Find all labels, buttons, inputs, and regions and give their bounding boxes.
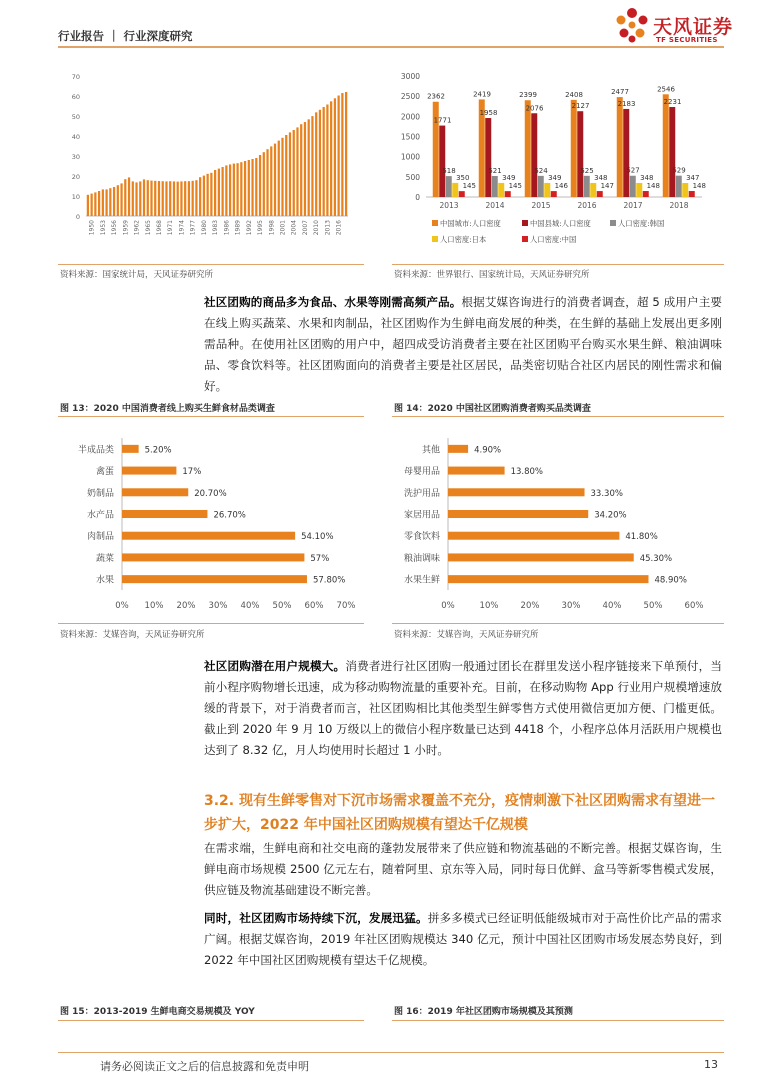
paragraph-1-lead: 社区团购的商品多为食品、水果等刚需高频产品。 — [204, 295, 462, 309]
y-tick-label: 10 — [71, 193, 80, 201]
bar — [682, 183, 688, 197]
source-mid-right: 资料来源：艾媒咨询，天风证券研究所 — [394, 630, 539, 640]
bar — [285, 135, 287, 216]
bar — [315, 112, 317, 216]
value-label: 13.80% — [510, 467, 544, 478]
x-tick-label: 2016 — [335, 220, 343, 236]
bar — [240, 162, 242, 216]
data-label: 349 — [502, 173, 516, 182]
data-label: 146 — [554, 182, 568, 191]
x-tick-label: 1971 — [167, 220, 175, 236]
category-label: 肉制品 — [86, 532, 114, 543]
source-mid-left: 资料来源：艾媒咨询，天风证券研究所 — [60, 630, 205, 640]
category-label: 水果 — [95, 575, 114, 586]
data-label: 2399 — [519, 91, 537, 100]
bar — [122, 532, 295, 540]
bar — [122, 575, 307, 583]
x-tick-label: 70% — [336, 601, 356, 611]
x-tick-label: 1995 — [257, 220, 265, 236]
bar — [293, 130, 295, 216]
bar — [229, 164, 231, 216]
value-label: 57.80% — [312, 575, 346, 586]
data-label: 348 — [640, 173, 654, 182]
bar — [308, 119, 310, 216]
legend-label: 人口密度:日本 — [440, 235, 487, 244]
x-tick-label: 50% — [272, 601, 292, 611]
figure-16-title: 图 16：2019 年社区团购市场规模及其预测 — [394, 1007, 573, 1017]
bar — [102, 189, 104, 216]
bar — [448, 532, 619, 540]
bar — [113, 187, 115, 216]
x-tick-label: 2013 — [324, 220, 332, 236]
x-tick-label: 1989 — [234, 220, 242, 236]
legend-label: 人口密度:韩国 — [618, 219, 665, 228]
x-tick-label: 1992 — [245, 220, 253, 236]
data-label: 2362 — [427, 92, 445, 101]
bar — [498, 183, 504, 197]
bar — [446, 176, 452, 197]
bar — [448, 575, 648, 583]
category-label: 水产品 — [86, 510, 114, 521]
x-tick-label: 0% — [441, 601, 455, 611]
data-label: 525 — [580, 166, 594, 175]
bar — [571, 100, 577, 197]
paragraph-3 — [204, 838, 722, 901]
bar — [255, 158, 257, 216]
header-divider — [58, 46, 724, 48]
bar — [87, 195, 89, 216]
y-tick-label: 0 — [415, 193, 420, 202]
bar — [319, 110, 321, 216]
x-tick-label: 1977 — [189, 220, 197, 236]
bar — [199, 177, 201, 216]
paragraph-1 — [204, 292, 722, 397]
bar — [221, 167, 223, 216]
x-tick-label: 2007 — [301, 220, 309, 236]
bar — [590, 183, 596, 197]
bar — [184, 181, 186, 216]
category-label: 水果生鲜 — [403, 575, 440, 586]
value-label: 4.90% — [474, 445, 502, 456]
source-divider — [392, 623, 724, 624]
bar — [143, 179, 145, 216]
paragraph-4-lead: 同时，社区团购市场持续下沉，发展迅猛。 — [204, 911, 428, 925]
bar — [98, 191, 100, 216]
paragraph-4-body: 拼多多模式已经证明低能级城市对于高性价比产品的需求广阔。根据艾媒咨询，2019 年社区团购规模达 340 亿元，预计中国社区团购市场发展态势良好，到 2022 年中国社区团购规模有望达千亿规模。 — [204, 911, 722, 967]
data-label: 350 — [456, 173, 470, 182]
x-tick-label: 1980 — [200, 220, 208, 236]
category-label: 家居用品 — [403, 510, 440, 521]
category-label: 其他 — [421, 445, 440, 456]
x-tick-label: 1956 — [111, 220, 119, 236]
data-label: 148 — [692, 182, 706, 191]
bar — [120, 183, 122, 216]
bar — [459, 191, 465, 197]
y-tick-label: 20 — [71, 173, 80, 181]
x-tick-label: 2004 — [290, 220, 298, 236]
bar — [304, 122, 306, 216]
bar — [676, 176, 682, 197]
x-tick-label: 40% — [602, 601, 622, 611]
x-tick-label: 20% — [176, 601, 196, 611]
x-tick-label: 1950 — [88, 220, 96, 236]
bar — [341, 93, 343, 216]
bar — [544, 183, 550, 197]
category-label: 母婴用品 — [403, 467, 440, 478]
bar — [225, 165, 227, 216]
y-tick-label: 60 — [71, 93, 80, 101]
bar — [448, 510, 588, 518]
figure-divider — [392, 1020, 724, 1021]
x-tick-label: 1998 — [268, 220, 276, 236]
legend-swatch — [432, 220, 438, 226]
bar — [150, 181, 152, 216]
bar — [177, 182, 179, 216]
bar — [577, 111, 583, 197]
data-label: 529 — [672, 166, 686, 175]
y-tick-label: 40 — [71, 133, 80, 141]
bar — [323, 107, 325, 216]
legend-swatch — [610, 220, 616, 226]
data-label: 2408 — [565, 90, 583, 99]
value-label: 48.90% — [654, 575, 687, 586]
figure-14-title: 图 14：2020 中国社区团购消费者购买品类调查 — [394, 404, 591, 414]
data-label: 148 — [646, 182, 660, 191]
section-3-2-title: 3.2. 现有生鲜零售对下沉市场需求覆盖不充分，疫情刺激下社区团购需求有望进一步扩大，2022 年中国社区团购规模有望达千亿规模 — [204, 793, 715, 833]
value-label: 33.30% — [590, 488, 623, 499]
bar — [109, 188, 111, 216]
bar — [248, 160, 250, 216]
x-tick-label: 2018 — [669, 201, 689, 210]
bar — [251, 159, 253, 216]
data-label: 1958 — [479, 109, 498, 118]
bar — [300, 124, 302, 216]
x-tick-label: 1983 — [212, 220, 220, 236]
x-tick-label: 1986 — [223, 220, 231, 236]
bar — [623, 109, 629, 197]
y-tick-label: 500 — [405, 172, 420, 182]
x-tick-label: 30% — [208, 601, 228, 611]
bar — [266, 149, 268, 216]
bar — [203, 176, 205, 216]
value-label: 57% — [310, 553, 330, 564]
bar — [531, 113, 537, 197]
source-divider — [58, 623, 364, 624]
bar — [122, 510, 207, 518]
value-label: 41.80% — [625, 532, 658, 543]
bar — [334, 98, 336, 216]
bar — [139, 181, 141, 216]
data-label: 2076 — [525, 104, 544, 113]
footer-divider — [58, 1052, 724, 1053]
bar — [173, 181, 175, 216]
legend-swatch — [522, 220, 528, 226]
bar — [525, 100, 531, 197]
bar — [538, 176, 544, 197]
x-tick-label: 1974 — [178, 220, 186, 236]
logo-en-text: TF SECURITIES — [656, 36, 718, 44]
legend-swatch — [432, 236, 438, 242]
data-label: 145 — [462, 182, 476, 191]
legend-label: 中国县城:人口密度 — [530, 219, 591, 228]
paragraph-1-body: 根据艾媒咨询进行的消费者调查，超 5 成用户主要在线上购买蔬菜、水果和肉制品，社区团购作为生鲜电商发展的种类，在生鲜的基础上发展出更多刚需品种。在使用社区团购的用户中，超四成受访消费者主要在社区团购平台购买水果生鲜、粮油调味品、零食饮料等。社区团购面向的消费者主要是社区居民，品类密切贴合社区内居民的刚性需求和偏好。 — [204, 295, 722, 393]
x-tick-label: 1953 — [99, 220, 107, 236]
bar — [584, 176, 590, 197]
bar — [643, 191, 649, 197]
data-label: 518 — [442, 167, 456, 176]
bar — [218, 169, 220, 216]
x-tick-label: 2010 — [313, 220, 321, 236]
footer-disclaimer: 请务必阅读正文之后的信息披露和免责申明 — [100, 1060, 309, 1073]
bar — [311, 116, 313, 216]
x-tick-label: 10% — [144, 601, 164, 611]
bar — [158, 181, 160, 216]
data-label: 527 — [626, 166, 640, 175]
x-tick-label: 2013 — [439, 201, 459, 210]
source-divider — [58, 264, 364, 265]
x-tick-label: 2001 — [279, 220, 287, 236]
bar — [448, 488, 585, 496]
bar — [492, 176, 498, 197]
figure-divider — [58, 1020, 364, 1021]
x-tick-label: 2015 — [531, 201, 551, 210]
bar — [617, 97, 623, 197]
bar — [448, 445, 468, 453]
category-label: 半成品类 — [77, 445, 114, 456]
bar — [122, 553, 304, 561]
bar — [452, 183, 458, 197]
legend-label: 人口密度:中国 — [530, 235, 577, 244]
x-tick-label: 50% — [643, 601, 663, 611]
y-tick-label: 2000 — [400, 112, 420, 122]
page-number: 13 — [704, 1058, 718, 1071]
header-left-text: 行业报告 ｜ 行业深度研究 — [58, 29, 193, 43]
bar — [485, 118, 491, 197]
logo-cn-text: 天风证券 — [653, 16, 734, 38]
x-tick-label: 1959 — [122, 220, 130, 236]
paragraph-4 — [204, 908, 722, 971]
x-tick-label: 2017 — [623, 201, 643, 210]
bar — [94, 192, 96, 216]
bar — [669, 107, 675, 197]
bar — [263, 152, 265, 216]
bar — [689, 191, 695, 197]
bar — [169, 181, 171, 216]
source-divider — [392, 264, 724, 265]
bar — [233, 164, 235, 216]
bar — [330, 101, 332, 216]
tf-logo-icon — [612, 6, 652, 46]
x-tick-label: 20% — [520, 601, 540, 611]
bar — [122, 445, 139, 453]
x-tick-label: 1965 — [144, 220, 152, 236]
bar — [278, 141, 280, 216]
data-label: 147 — [600, 182, 614, 191]
chart-community-purchase-categories — [392, 428, 712, 618]
data-label: 524 — [534, 166, 548, 175]
bar — [124, 179, 126, 216]
x-tick-label: 0% — [115, 601, 129, 611]
y-tick-label: 1500 — [400, 132, 420, 142]
bar — [210, 173, 212, 216]
paragraph-3-body: 在需求端，生鲜电商和社交电商的蓬勃发展带来了供应链和物流基础的不断完善。根据艾媒咨询，生鲜电商市场规模 2500 亿元左右，随着阿里、京东等入局，同时每日优鲜、盒马等新零售模式发展，供应链及物流基础建设不断完善。 — [204, 841, 722, 897]
bar — [274, 144, 276, 216]
bar — [236, 163, 238, 216]
x-tick-label: 60% — [304, 601, 324, 611]
data-label: 2231 — [663, 98, 682, 107]
chart-population-density — [392, 60, 712, 260]
y-tick-label: 2500 — [400, 92, 420, 102]
bar — [296, 127, 298, 216]
paragraph-2 — [204, 656, 722, 761]
data-label: 145 — [508, 182, 522, 191]
y-tick-label: 30 — [71, 153, 80, 161]
category-label: 粮油调味 — [403, 553, 440, 564]
bar — [244, 161, 246, 216]
bar — [636, 183, 642, 197]
paragraph-2-body: 消费者进行社区团购一般通过团长在群里发送小程序链接来下单预付，当前小程序购物增长迅速，成为移动购物流量的重要补充。目前，在移动购物 App 行业用户规模增速放缓的背景下，对于消费者而言，社区团购相比其他类型生鲜零售方式使用微信更加方便、门槛更低。截止到 2020 年 9 月 10 万级以上的微信小程序数量已达到 4418 个，小程序总体月活跃用户规模也达到了 8.32 亿，月人均使用时长超过 1 小时。 — [204, 659, 722, 757]
bar — [90, 194, 92, 216]
data-label: 348 — [594, 173, 608, 182]
value-label: 26.70% — [213, 510, 246, 521]
data-label: 2419 — [473, 90, 491, 99]
x-tick-label: 30% — [561, 601, 581, 611]
bar — [135, 182, 137, 216]
x-tick-label: 10% — [479, 601, 499, 611]
bar — [259, 155, 261, 216]
y-tick-label: 0 — [75, 213, 80, 221]
category-label: 蔬菜 — [95, 553, 114, 564]
bar — [281, 138, 283, 216]
source-top-left: 资料来源：国家统计局，天风证券研究所 — [60, 270, 214, 280]
data-label: 2546 — [657, 85, 675, 94]
bar — [597, 191, 603, 197]
paragraph-2-lead: 社区团购潜在用户规模大。 — [204, 659, 346, 673]
y-tick-label: 1000 — [400, 152, 420, 162]
value-label: 45.30% — [639, 553, 673, 564]
data-label: 2127 — [571, 102, 590, 111]
data-label: 349 — [548, 173, 562, 182]
data-label: 2183 — [617, 99, 636, 108]
x-tick-label: 2016 — [577, 201, 597, 210]
bar — [154, 181, 156, 216]
data-label: 521 — [488, 166, 502, 175]
bar — [192, 181, 194, 216]
value-label: 34.20% — [594, 510, 627, 521]
bar — [122, 467, 176, 475]
bar — [180, 181, 182, 216]
category-label: 洗护用品 — [403, 488, 440, 499]
data-label: 347 — [686, 174, 700, 183]
bar — [214, 170, 216, 216]
bar — [117, 185, 119, 216]
x-tick-label: 40% — [240, 601, 260, 611]
y-tick-label: 70 — [71, 73, 80, 81]
bar — [128, 177, 130, 216]
bar — [505, 191, 511, 197]
bar — [188, 181, 190, 216]
bar — [448, 467, 505, 475]
chart-urbanization — [58, 60, 358, 260]
category-label: 禽蛋 — [95, 467, 114, 478]
value-label: 5.20% — [144, 445, 172, 456]
bar — [122, 488, 188, 496]
category-label: 零食饮料 — [403, 532, 440, 543]
bar — [195, 180, 197, 216]
source-top-right: 资料来源：世界银行、国家统计局，天风证券研究所 — [394, 270, 590, 280]
bar — [147, 180, 149, 216]
bar — [345, 92, 347, 216]
x-tick-label: 1962 — [133, 220, 141, 236]
bar — [326, 105, 328, 217]
bar — [448, 553, 634, 561]
y-tick-label: 50 — [71, 113, 80, 121]
figure-13-title: 图 13：2020 中国消费者线上购买生鲜食材品类调查 — [60, 404, 275, 414]
bar — [630, 176, 636, 197]
figure-divider — [392, 416, 724, 417]
y-tick-label: 3000 — [400, 72, 420, 81]
bar — [289, 132, 291, 216]
bar — [165, 181, 167, 216]
figure-15-title: 图 15：2013-2019 生鲜电商交易规模及 YOY — [60, 1007, 255, 1017]
bar — [439, 126, 445, 197]
legend-swatch — [522, 236, 528, 242]
x-tick-label: 2014 — [485, 201, 505, 210]
value-label: 17% — [182, 467, 202, 478]
bar — [132, 181, 134, 216]
x-tick-label: 1968 — [155, 220, 163, 236]
bar — [663, 94, 669, 197]
data-label: 2477 — [611, 88, 629, 97]
value-label: 20.70% — [194, 488, 227, 499]
figure-divider — [58, 416, 364, 417]
data-label: 1771 — [433, 116, 452, 125]
chart-fresh-food-categories — [58, 428, 364, 618]
bar — [338, 96, 340, 216]
value-label: 54.10% — [301, 532, 334, 543]
x-tick-label: 60% — [684, 601, 704, 611]
bar — [105, 189, 107, 216]
category-label: 奶制品 — [86, 488, 114, 499]
bar — [551, 191, 557, 197]
legend-label: 中国城市:人口密度 — [440, 219, 501, 228]
bar — [270, 146, 272, 216]
bar — [162, 181, 164, 216]
bar — [207, 174, 209, 216]
